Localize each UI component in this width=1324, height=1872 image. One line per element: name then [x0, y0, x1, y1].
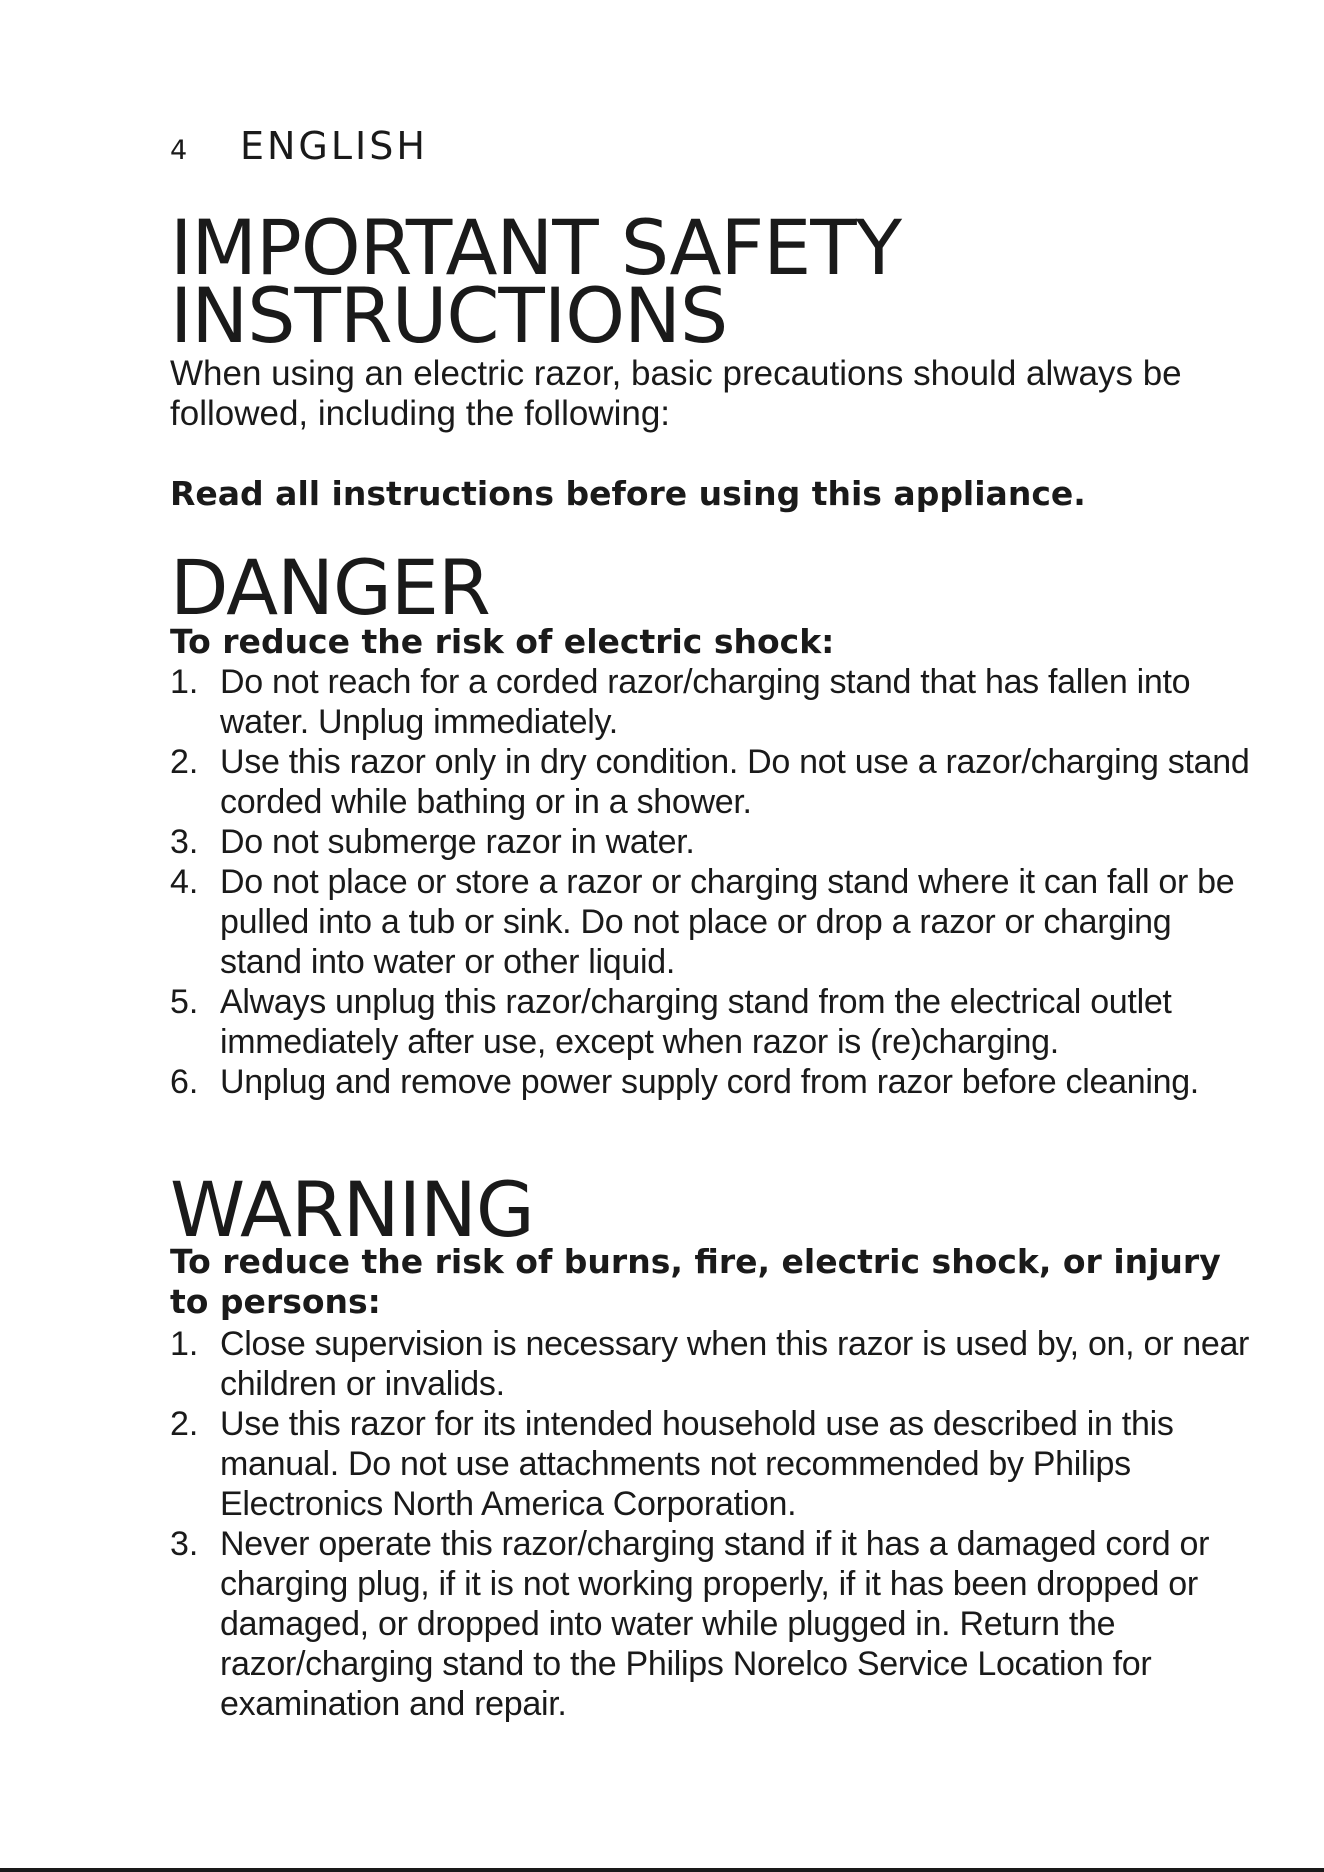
- page-header: [170, 124, 428, 168]
- title-line-2: INSTRUCTIONS: [170, 271, 728, 360]
- bottom-rule: [0, 1868, 1324, 1872]
- item-text: Never operate this razor/charging stand if it has a damaged cord or charging plug, if it is not working properly, if it has been dropped or damaged, or dropped into water while plugged in. Return the razor/charging stand to the Philips Norelco Service Location for examination and repair.: [220, 1525, 1210, 1723]
- list-item: [170, 742, 1250, 822]
- read-all-notice: Read all instructions before using this appliance.: [170, 474, 1086, 513]
- item-text: Always unplug this razor/charging stand from the electrical outlet immediately after use, except when razor is (re)charging.: [220, 983, 1172, 1061]
- list-item: [170, 822, 1250, 862]
- item-text: Do not submerge razor in water.: [220, 823, 695, 861]
- item-number: 6.: [170, 1063, 199, 1101]
- item-text: Do not reach for a corded razor/charging stand that has fallen into water. Unplug immediately.: [220, 663, 1191, 741]
- danger-heading: DANGER: [170, 543, 490, 632]
- item-text: Use this razor for its intended household use as described in this manual. Do not use attachments not recommended by Philips Electronics North America Corporation.: [220, 1405, 1174, 1523]
- warning-list: [170, 1324, 1250, 1724]
- danger-subheading: To reduce the risk of electric shock:: [170, 622, 835, 661]
- danger-list: [170, 662, 1250, 1102]
- warning-heading: WARNING: [170, 1165, 534, 1254]
- item-number: 1.: [170, 1325, 199, 1363]
- page-number: 4: [170, 135, 188, 166]
- item-number: 2.: [170, 743, 199, 781]
- list-item: [170, 1324, 1250, 1404]
- language-label: ENGLISH: [240, 124, 428, 168]
- list-item: [170, 1062, 1250, 1102]
- item-text: Do not place or store a razor or charging stand where it can fall or be pulled into a tub or sink. Do not place or drop a razor or charging stand into water or other liquid.: [220, 863, 1235, 981]
- intro-paragraph: When using an electric razor, basic precautions should always be followed, including the following:: [170, 354, 1182, 433]
- list-item: [170, 1404, 1250, 1524]
- warning-subheading: To reduce the risk of burns, fire, electric shock, or injury to persons:: [170, 1242, 1221, 1321]
- item-number: 3.: [170, 823, 199, 861]
- list-item: [170, 982, 1250, 1062]
- list-item: [170, 1524, 1250, 1724]
- item-number: 5.: [170, 983, 199, 1021]
- list-item: [170, 862, 1250, 982]
- item-number: 2.: [170, 1405, 199, 1443]
- item-number: 4.: [170, 863, 199, 901]
- list-item: [170, 662, 1250, 742]
- item-text: Close supervision is necessary when this razor is used by, on, or near children or invalids.: [220, 1325, 1250, 1403]
- title-line-1: IMPORTANT SAFETY: [170, 203, 902, 292]
- item-text: Unplug and remove power supply cord from razor before cleaning.: [220, 1063, 1199, 1101]
- item-text: Use this razor only in dry condition. Do not use a razor/charging stand corded while bathing or in a shower.: [220, 743, 1250, 821]
- item-number: 3.: [170, 1525, 199, 1563]
- page-title: [170, 203, 902, 360]
- item-number: 1.: [170, 663, 199, 701]
